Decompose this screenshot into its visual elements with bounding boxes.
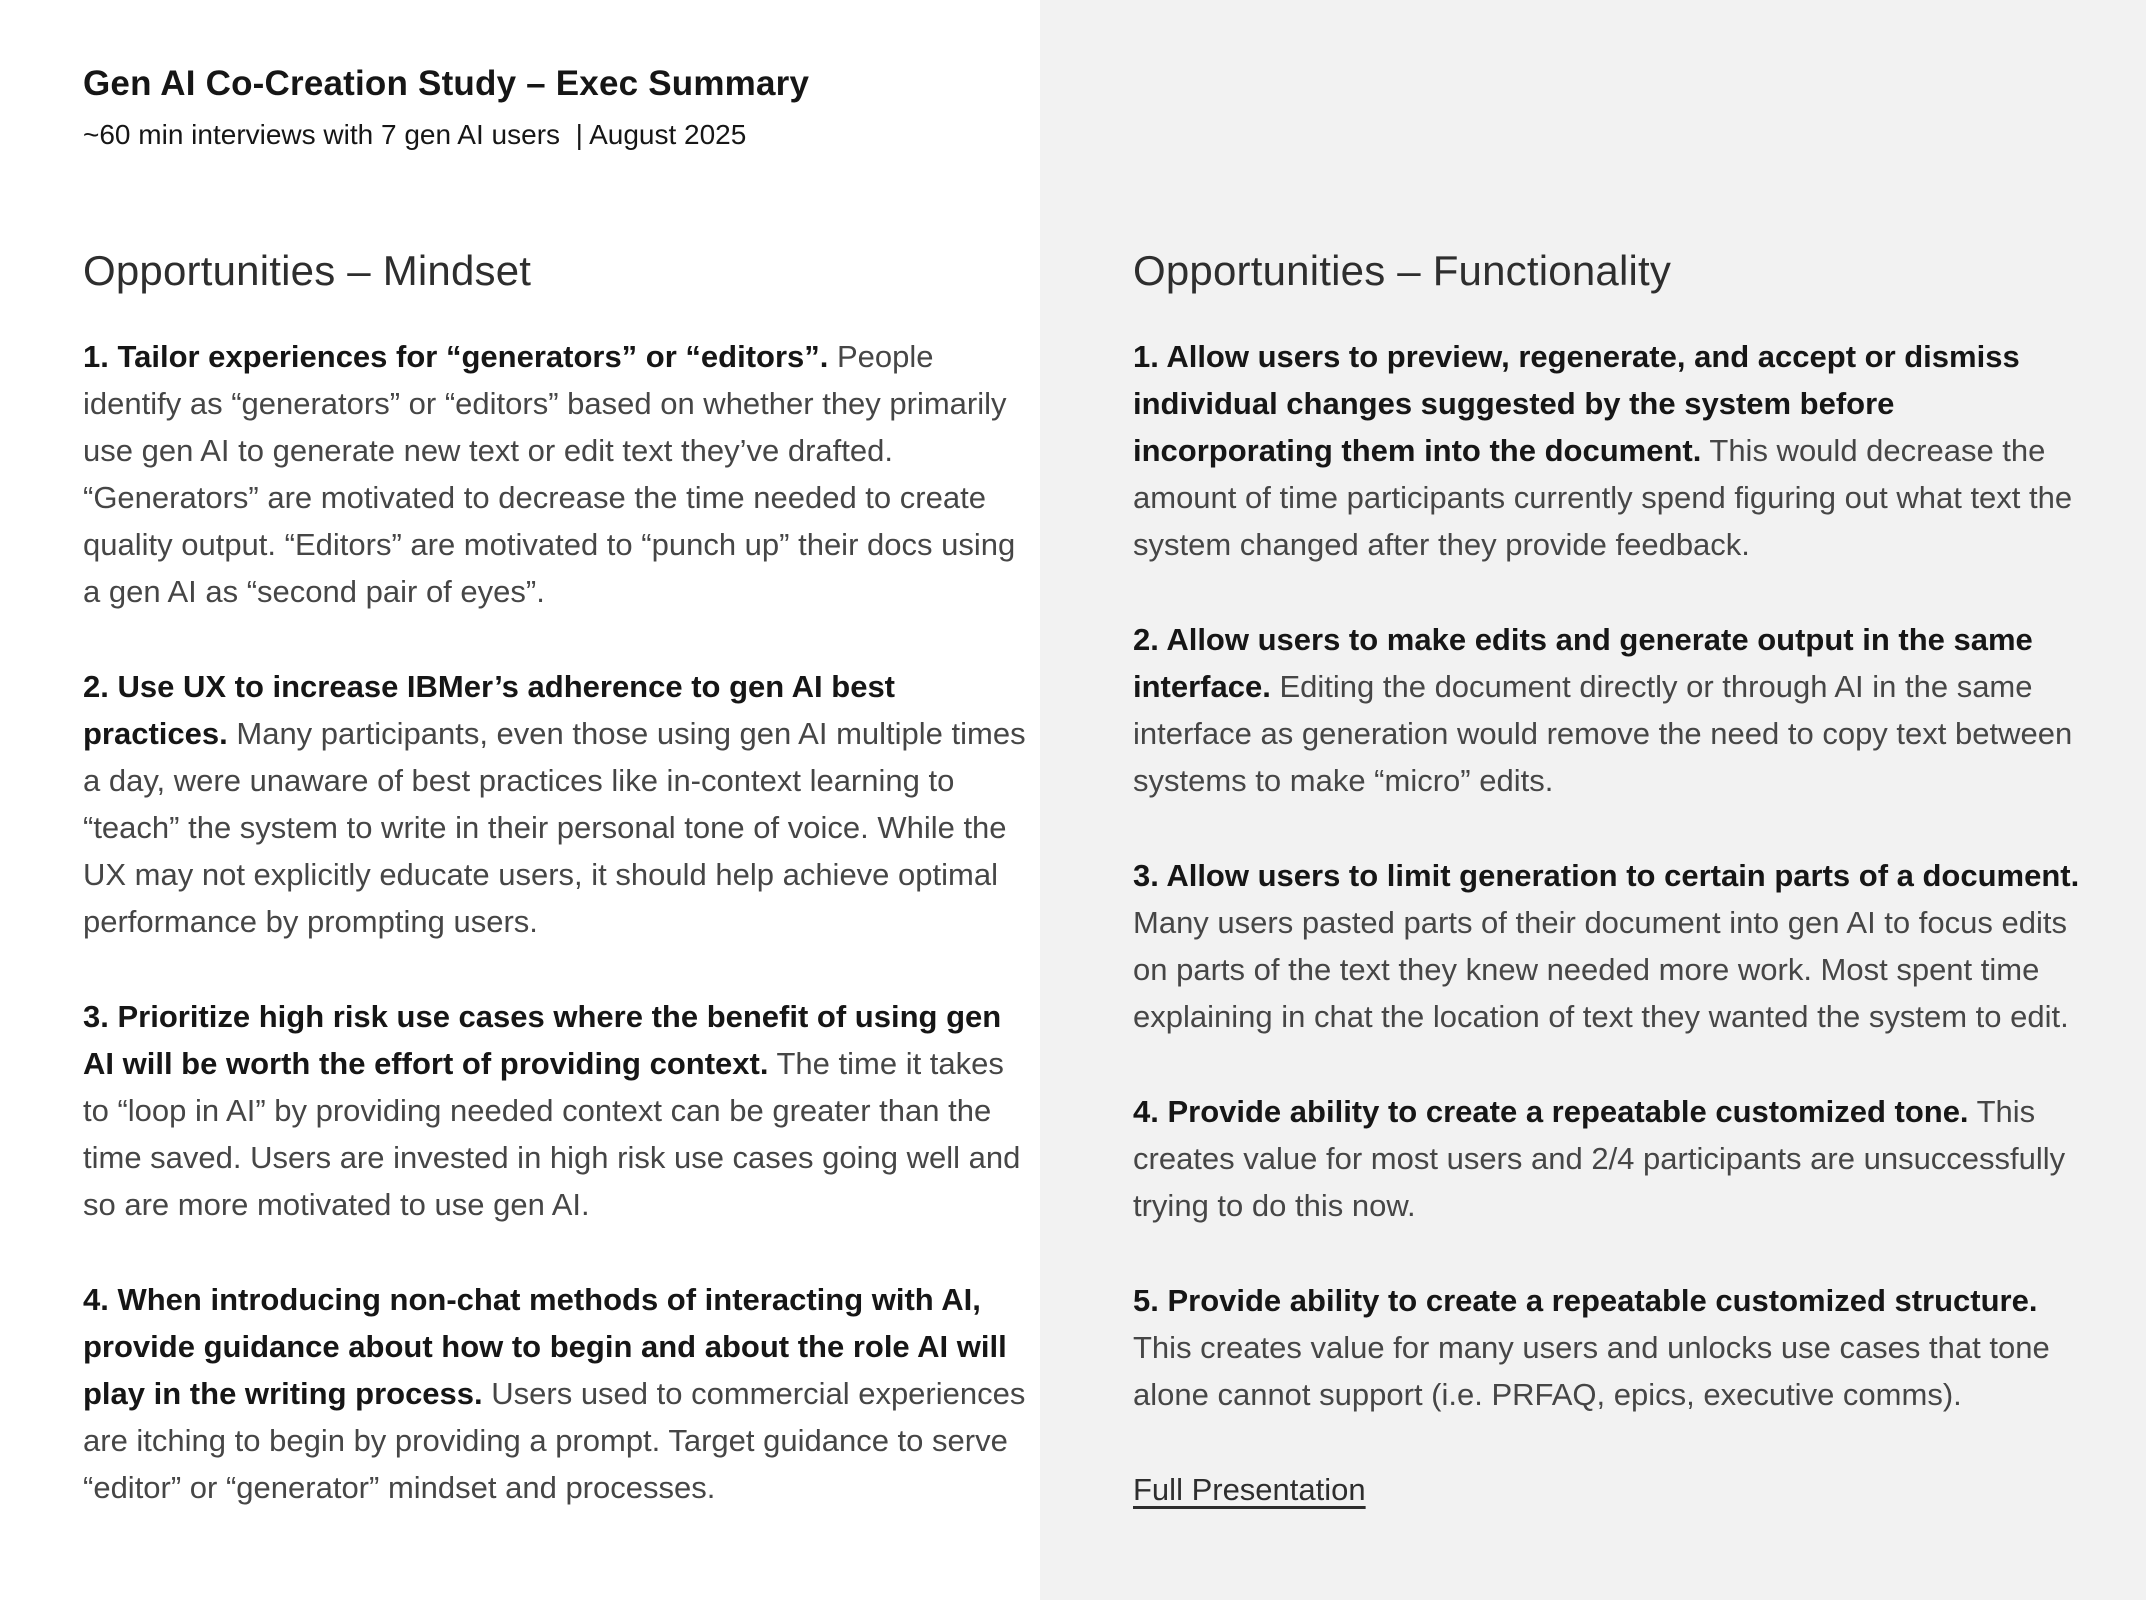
functionality-item-5 [1133, 1277, 2091, 1418]
mindset-item-3-body: The time it takes to “loop in AI” by providing needed context can be greater than the time saved. Users are invested in high risk use cases going well and so are more motivated to use gen AI. [83, 1046, 1021, 1222]
functionality-item-1-lead: 1. Allow users to preview, regenerate, and accept or dismiss individual changes suggested by the system before incorporating them into the document. [1133, 339, 2020, 468]
functionality-item-1-body: This would decrease the amount of time participants currently spend figuring out what text the system changed after they provide feedback. [1133, 433, 2073, 562]
column-mindset [83, 243, 1028, 1559]
page-subtitle: ~60 min interviews with 7 gen AI users | August 2025 [83, 119, 747, 150]
mindset-item-4-lead: 4. When introducing non-chat methods of interacting with AI, provide guidance about how to begin and about the role AI will play in the writing process. [83, 1282, 1007, 1411]
functionality-item-1 [1133, 333, 2091, 568]
functionality-item-2-body: Editing the document directly or through AI in the same interface as generation would remove the need to copy text between systems to make “micro” edits. [1133, 669, 2073, 798]
mindset-item-1-body: People identify as “generators” or “editors” based on whether they primarily use gen AI to generate new text or edit text they’ve drafted. “Generators” are motivated to decrease the time needed to create quality output. “Editors” are motivated to “punch up” their docs using a gen AI as “second pair of eyes”. [83, 339, 1016, 609]
mindset-item-2-lead: 2. Use UX to increase IBMer’s adherence to gen AI best practices. [83, 669, 896, 751]
mindset-item-4-body: Users used to commercial experiences are itching to begin by providing a prompt. Target guidance to serve “editor” or “generator” mindset and processes. [83, 1376, 1026, 1505]
functionality-item-2-lead: 2. Allow users to make edits and generate output in the same interface. [1133, 622, 2033, 704]
functionality-item-5-lead: 5. Provide ability to create a repeatable customized structure. [1133, 1283, 2038, 1318]
functionality-item-4-body: This creates value for most users and 2/4 participants are unsuccessfully trying to do this now. [1133, 1094, 2066, 1223]
mindset-item-4 [83, 1276, 1028, 1511]
mindset-item-2 [83, 663, 1028, 945]
functionality-item-4 [1133, 1088, 2091, 1229]
functionality-item-2 [1133, 616, 2091, 804]
mindset-item-3 [83, 993, 1028, 1228]
functionality-heading: Opportunities – Functionality [1133, 247, 1672, 294]
full-presentation-link[interactable]: Full Presentation [1133, 1472, 1366, 1507]
functionality-item-3 [1133, 852, 2091, 1040]
mindset-item-1-lead: 1. Tailor experiences for “generators” or “editors”. [83, 339, 829, 374]
functionality-item-3-body: Many users pasted parts of their document into gen AI to focus edits on parts of the text they knew needed more work. Most spent time explaining in chat the location of text they wanted the system to edit. [1133, 905, 2069, 1034]
mindset-item-2-body: Many participants, even those using gen AI multiple times a day, were unaware of best practices like in-context learning to “teach” the system to write in their personal tone of voice. While the UX may not explicitly educate users, it should help achieve optimal performance by prompting users. [83, 716, 1026, 939]
header [83, 62, 809, 154]
functionality-item-3-lead: 3. Allow users to limit generation to certain parts of a document. [1133, 858, 2080, 893]
mindset-heading: Opportunities – Mindset [83, 247, 532, 294]
mindset-item-3-lead: 3. Prioritize high risk use cases where the benefit of using gen AI will be worth the effort of providing context. [83, 999, 1002, 1081]
functionality-item-5-body: This creates value for many users and unlocks use cases that tone alone cannot support (i.e. PRFAQ, epics, executive comms). [1133, 1330, 2050, 1412]
page-title: Gen AI Co-Creation Study – Exec Summary [83, 64, 810, 103]
functionality-item-4-lead: 4. Provide ability to create a repeatable customized tone. [1133, 1094, 1969, 1129]
column-functionality [1133, 243, 2091, 1512]
mindset-item-1 [83, 333, 1028, 615]
